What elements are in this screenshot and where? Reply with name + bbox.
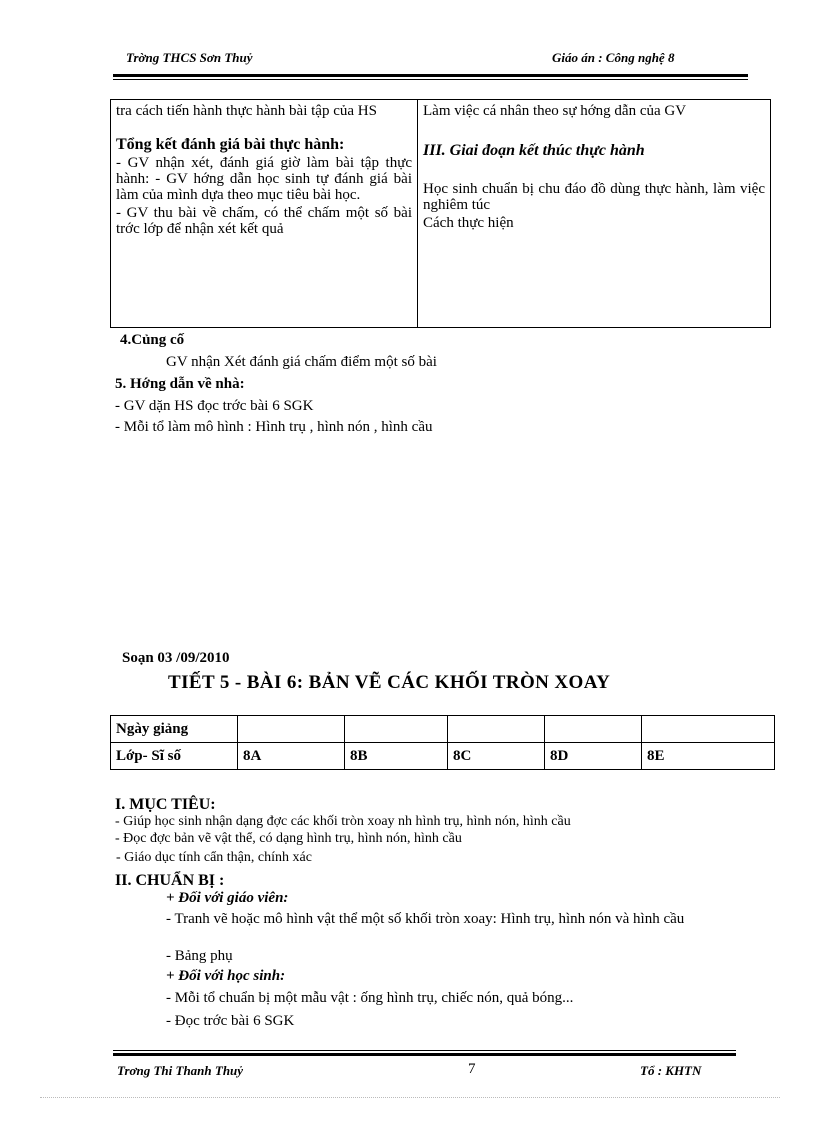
class-cell: 8D	[545, 743, 642, 770]
homework-title: 5. Hớng dẫn về nhà:	[115, 376, 245, 392]
summary-heading: Tổng kết đánh giá bài thực hành:	[116, 136, 345, 153]
homework-item: - Mỗi tổ làm mô hình : Hình trụ , hình nón , hình cầu	[115, 419, 433, 435]
footer-group: Tổ : KHTN	[640, 1063, 702, 1078]
table-cell	[238, 716, 345, 743]
teacher-prep-title: + Đối với giáo viên:	[166, 890, 289, 906]
stage-heading: III. Giai đoạn kết thúc thực hành	[423, 142, 645, 159]
student-activity-cell	[418, 100, 771, 328]
class-cell: 8C	[448, 743, 545, 770]
objective-item: - Giáo dục tính cẩn thận, chính xác	[116, 850, 312, 865]
page-number: 7	[468, 1061, 476, 1077]
teacher-text-2: - GV nhận xét, đánh giá giờ làm bài tập thực hành: - GV hớng dẫn học sinh tự đánh giá bài làm của mình dựa theo mục tiêu bài học.	[116, 155, 412, 203]
homework-item: - GV dặn HS đọc trớc bài 6 SGK	[115, 398, 314, 414]
header-rule	[113, 74, 748, 77]
class-cell: 8A	[238, 743, 345, 770]
teacher-text-1: tra cách tiến hành thực hành bài tập của HS	[116, 103, 377, 119]
objective-item: - Giúp học sinh nhận dạng đợc các khối tròn xoay nh hình trụ, hình nón, hình cầu	[115, 814, 571, 829]
table-row	[111, 716, 775, 743]
table-cell	[545, 716, 642, 743]
class-size-label: Lớp- Sĩ số	[111, 743, 238, 770]
objective-item: - Đọc đợc bản vẽ vật thể, có dạng hình trụ, hình nón, hình cầu	[115, 831, 462, 846]
date-prepared: Soạn 03 /09/2010	[122, 650, 230, 666]
student-prep-item: - Đọc trớc bài 6 SGK	[166, 1013, 295, 1029]
class-cell: 8E	[642, 743, 775, 770]
table-cell	[345, 716, 448, 743]
header-rule-thin	[113, 79, 748, 80]
table-cell	[448, 716, 545, 743]
footer-rule	[113, 1053, 736, 1056]
student-text-1: Làm việc cá nhân theo sự hớng dẫn của GV	[423, 103, 687, 119]
class-cell: 8B	[345, 743, 448, 770]
page-edge	[40, 1097, 780, 1098]
cung-co-text: GV nhận Xét đánh giá chấm điểm một số bài	[166, 354, 437, 370]
activity-table	[110, 99, 771, 328]
preparation-title: II. CHUẨN BỊ :	[115, 872, 225, 889]
student-prep-title: + Đối với học sinh:	[166, 968, 286, 984]
student-prep-item: - Mỗi tổ chuẩn bị một mẫu vật : ống hình trụ, chiếc nón, quả bóng...	[166, 990, 574, 1006]
teacher-prep-item: - Bảng phụ	[166, 948, 233, 964]
teaching-date-label: Ngày giảng	[111, 716, 238, 743]
teacher-text-3: - GV thu bài về chấm, có thể chấm một số bài trớc lớp để nhận xét kết quả	[116, 205, 412, 237]
table-cell	[642, 716, 775, 743]
cung-co-title: 4.Củng cố	[120, 332, 185, 348]
schedule-table	[110, 715, 775, 770]
footer-author: Trơng Thi Thanh Thuỷ	[117, 1063, 244, 1078]
teacher-activity-cell	[111, 100, 418, 328]
objectives-title: I. MỤC TIÊU:	[115, 796, 216, 813]
student-text-3: Cách thực hiện	[423, 215, 514, 231]
header-school: Trờng THCS Sơn Thuỷ	[126, 50, 253, 65]
table-row	[111, 743, 775, 770]
teacher-prep-item: - Tranh vẽ hoặc mô hình vật thể một số khối tròn xoay: Hình trụ, hình nón và hình cầu	[166, 911, 685, 927]
lesson-title: TIẾT 5 - BÀI 6: BẢN VẼ CÁC KHỐI TRÒN XOAY	[168, 672, 611, 693]
student-text-2: Học sinh chuẩn bị chu đáo đồ dùng thực hành, làm việc nghiêm túc	[423, 181, 765, 213]
footer-rule-thin	[113, 1050, 736, 1051]
header-subject: Giáo án : Công nghệ 8	[552, 50, 675, 65]
